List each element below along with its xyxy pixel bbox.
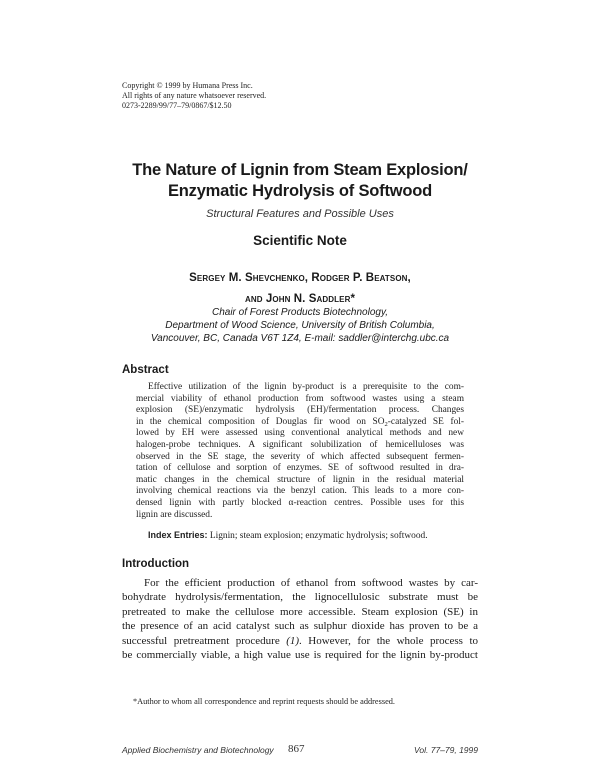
journal-name: Applied Biochemistry and Biotechnology <box>122 745 274 755</box>
intro-line: For the efficient production of ethanol from softwood wastes by car- <box>144 577 478 589</box>
abstract-line: mercial viability of ethanol production from softwood wastes using a steam <box>136 393 464 404</box>
rights-line: All rights of any nature whatsoever reserved. <box>122 91 267 100</box>
abstract-heading: Abstract <box>122 364 169 376</box>
intro-line: bohydrate hydrolysis/fermentation, the lignocellulosic substrate must be <box>122 591 478 604</box>
introduction-heading: Introduction <box>122 558 190 570</box>
issn-line: 0273-2289/99/77–79/0867/$12.50 <box>122 101 232 110</box>
intro-line: be commercially viable, a high value use is required for the lignin by-product <box>122 649 478 662</box>
abstract-line: matic changes in the chemical structure of lignin in the residual material <box>136 474 464 485</box>
intro-line-text: successful pretreatment procedure <box>122 634 287 647</box>
abstract-line-text: -catalyzed SE fol- <box>387 416 464 427</box>
abstract-line: Effective utilization of the lignin by-product is a prerequisite to the com- <box>148 382 464 392</box>
title-line-1: The Nature of Lignin from Steam Explosion/ <box>132 161 468 179</box>
affiliation-line-2: Department of Wood Science, University of British Columbia, <box>165 320 435 331</box>
abstract-line: explosion (SE)/enzymatic hydrolysis (EH)/fermentation process. Changes <box>136 405 464 416</box>
copyright-line: Copyright © 1999 by Humana Press Inc. <box>122 81 253 90</box>
intro-line: pretreated to make the cellulose more accessible. Steam explosion (SE) in <box>122 605 478 618</box>
title-line-2: Enzymatic Hydrolysis of Softwood <box>167 182 433 200</box>
index-entries-text: Lignin; steam explosion; enzymatic hydrolysis; softwood. <box>207 531 428 541</box>
copyright-notice <box>122 81 266 111</box>
author-list <box>0 268 600 310</box>
index-entries <box>148 530 428 541</box>
article-subtitle: Structural Features and Possible Uses <box>206 208 394 220</box>
page-number: 867 <box>288 743 305 755</box>
abstract-line: halogen-probe techniques. A significant solubilization of hemicelluloses was <box>136 439 464 450</box>
abstract-line: lignin are discussed. <box>136 509 213 520</box>
affiliation-line-1: Chair of Forest Products Biotechnology, <box>211 307 388 318</box>
abstract-line <box>136 417 464 429</box>
volume-info: Vol. 77–79, 1999 <box>414 745 478 755</box>
author-footnote: *Author to whom all correspondence and reprint requests should be addressed. <box>133 697 395 706</box>
author-line-2: and John N. Saddler* <box>244 293 356 305</box>
author-line-1: Sergey M. Shevchenko, Rodger P. Beatson, <box>189 272 411 284</box>
introduction-body <box>122 576 478 662</box>
abstract-line: densed lignin with partly blocked α-reaction centres. Possible uses for this <box>136 497 464 508</box>
abstract-line-text: in the chemical composition of Douglas fir wood on SO <box>136 416 385 427</box>
abstract-line: lowed by EH were assessed using conventional analytical methods and new <box>136 428 464 439</box>
intro-line <box>122 634 478 648</box>
abstract-body <box>136 382 464 521</box>
affiliation <box>0 306 600 345</box>
intro-line-text: . However, for the whole process to <box>299 634 478 647</box>
affiliation-line-3: Vancouver, BC, Canada V6T 1Z4, E-mail: saddler@interchg.ubc.ca <box>150 333 450 344</box>
abstract-line: involving chemical reactions via the benzyl cation. This leads to a more con- <box>136 486 464 497</box>
abstract-line: observed in the SE stage, the severity of which affected subsequent fermen- <box>136 451 464 462</box>
citation-reference: (1) <box>286 634 300 647</box>
subscript: 2 <box>384 420 388 428</box>
index-entries-label: Index Entries: <box>148 530 208 540</box>
abstract-line: tation of cellulose and sorption of enzymes. SE of softwood resulted in dra- <box>136 463 464 474</box>
article-type: Scientific Note <box>253 233 347 248</box>
article-title <box>0 160 600 202</box>
intro-line: the presence of an acid catalyst such as sulphur dioxide has proven to be a <box>122 620 478 633</box>
